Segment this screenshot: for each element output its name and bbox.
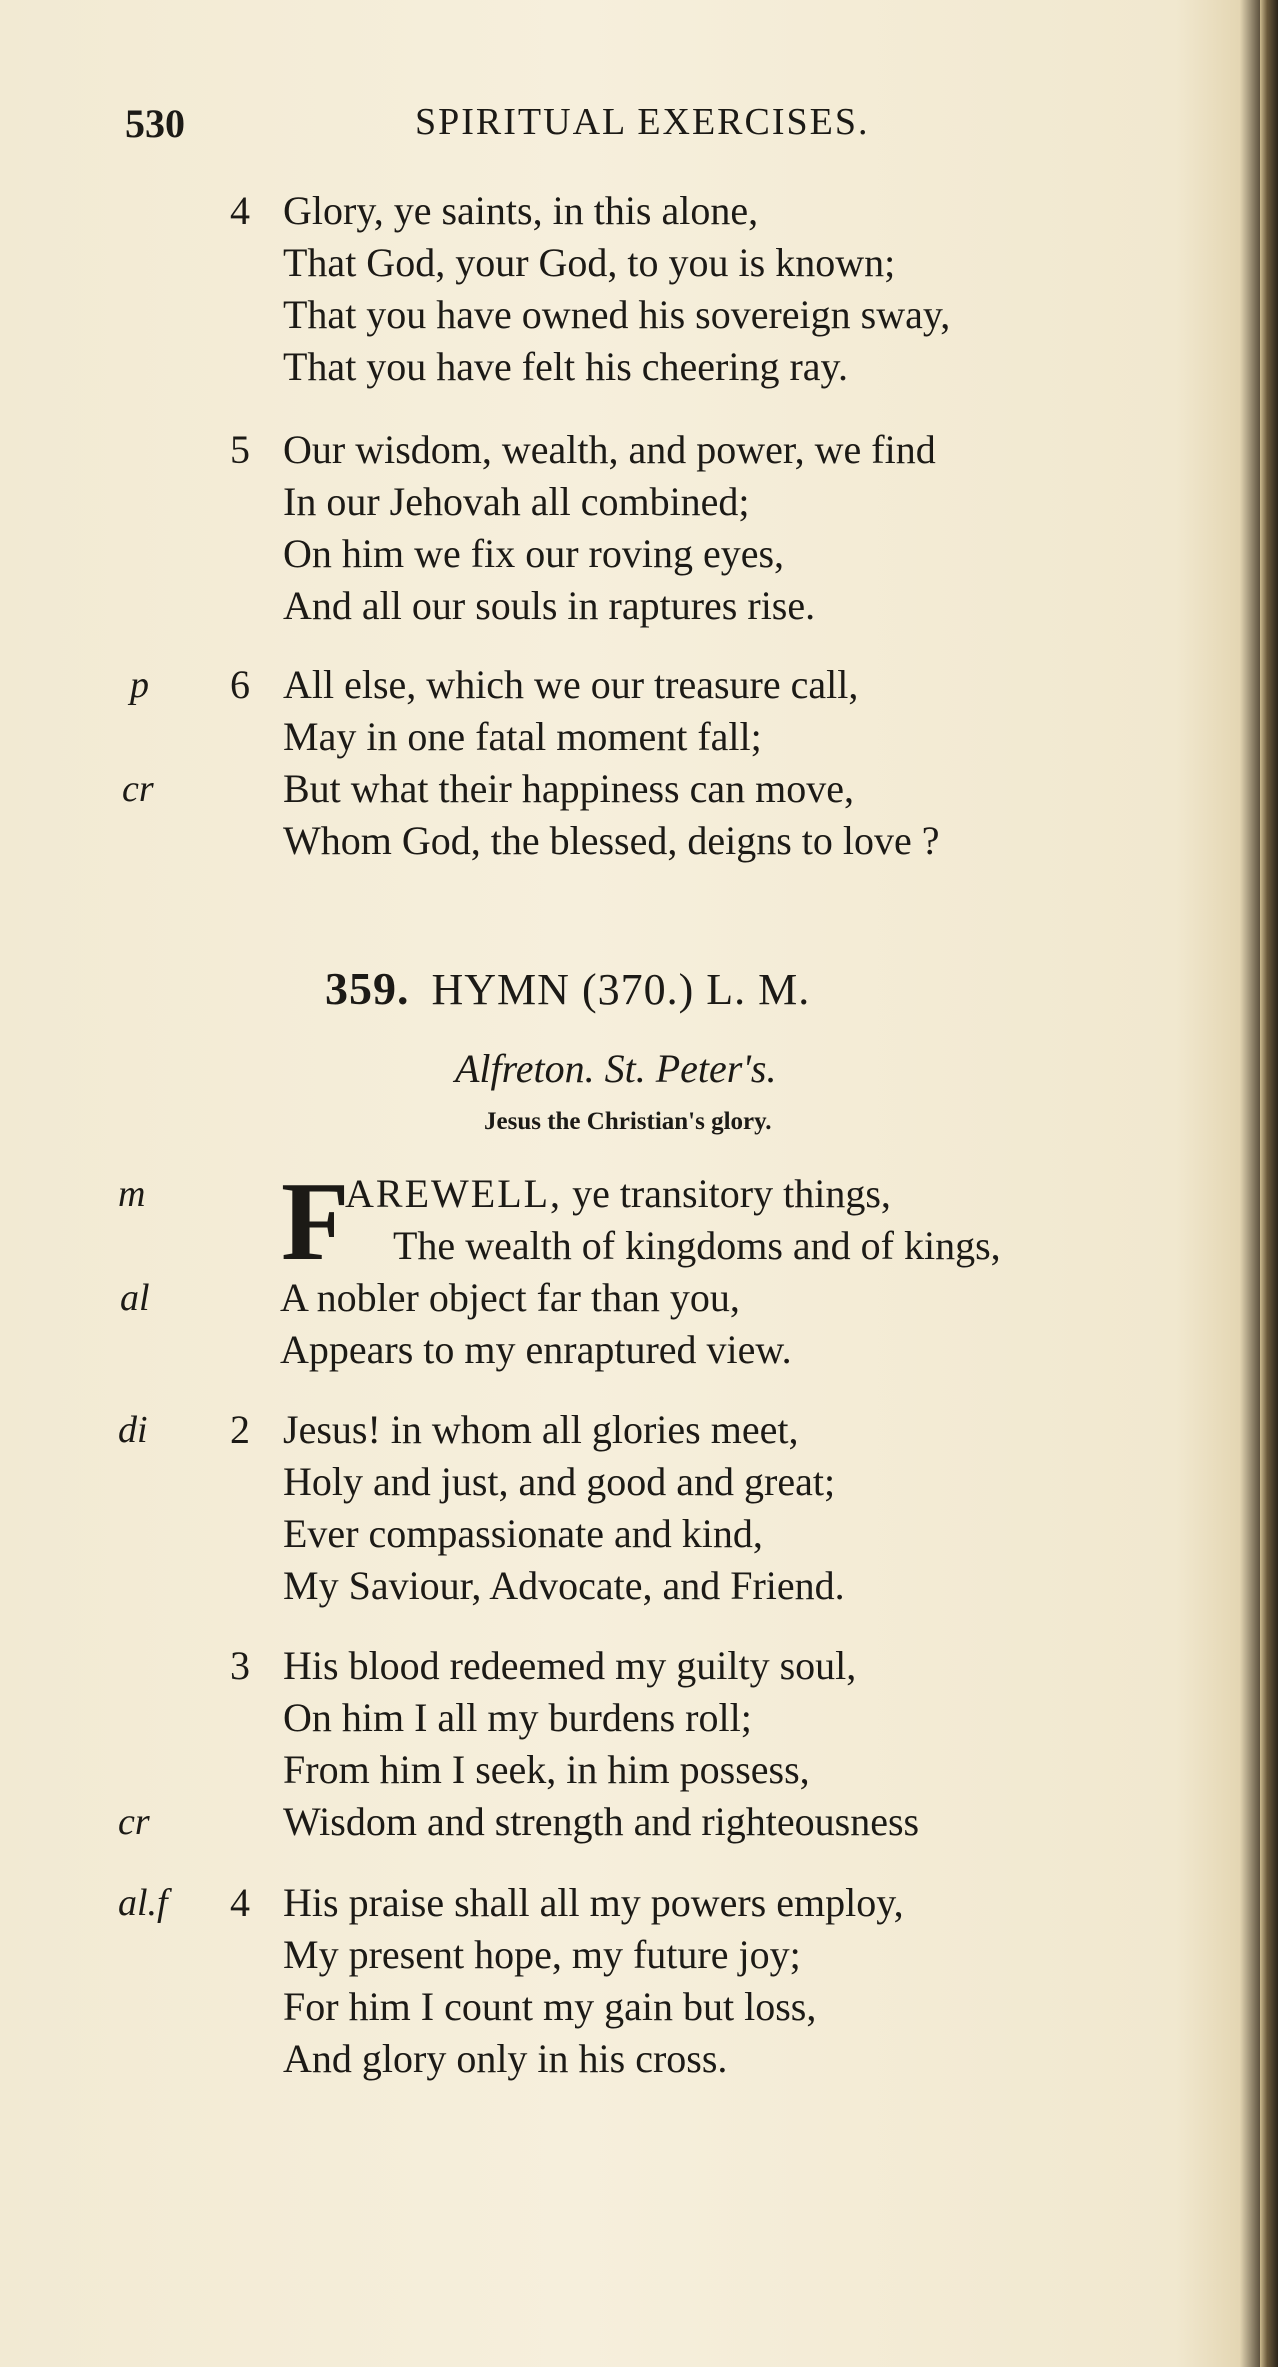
verse-line-first (345, 1168, 891, 1220)
verse-line: Holy and just, and good and great; (283, 1459, 836, 1504)
verse-line: Our wisdom, wealth, and power, we find (283, 427, 936, 472)
first-line-rest: ye transitory things, (562, 1171, 891, 1216)
dynamic-mark: al (120, 1277, 150, 1319)
verse-line: Glory, ye saints, in this alone, (283, 188, 759, 233)
verse-line: A nobler object far than you, (280, 1275, 740, 1320)
verse-line: For him I count my gain but loss, (283, 1984, 817, 2029)
verse-line: On him I all my burdens roll; (283, 1695, 752, 1740)
verse-line: My Saviour, Advocate, and Friend. (283, 1563, 845, 1608)
dynamic-mark: di (118, 1409, 148, 1451)
verse-line: In our Jehovah all combined; (283, 479, 750, 524)
running-head: SPIRITUAL EXERCISES. (415, 101, 870, 143)
tune-names: Alfreton. St. Peter's. (455, 1046, 777, 1091)
verse-line: Jesus! in whom all glories meet, (283, 1407, 799, 1452)
stanza-number: 5 (230, 427, 250, 472)
verse-line: Appears to my enraptured view. (280, 1327, 792, 1372)
hymn-number: 359. (325, 963, 410, 1014)
stanza-number: 3 (230, 1643, 250, 1688)
verse-line: All else, which we our treasure call, (283, 662, 859, 707)
verse-line: But what their happiness can move, (283, 766, 854, 811)
verse-line: That God, your God, to you is known; (283, 240, 896, 285)
page-edge (1260, 0, 1278, 2367)
verse-line: May in one fatal moment fall; (283, 714, 762, 759)
verse-line: The wealth of kingdoms and of kings, (393, 1223, 1001, 1268)
verse-line: From him I seek, in him possess, (283, 1747, 810, 1792)
dynamic-mark: p (130, 664, 149, 706)
page-number: 530 (125, 101, 185, 146)
first-word: AREWELL, (345, 1171, 563, 1216)
verse-line: On him we fix our roving eyes, (283, 531, 785, 576)
verse-line: Ever compassionate and kind, (283, 1511, 763, 1556)
stanza-number: 4 (230, 1880, 250, 1925)
drop-cap: F (281, 1160, 350, 1284)
verse-line: Wisdom and strength and righteousness (283, 1799, 920, 1844)
stanza-number: 4 (230, 188, 250, 233)
verse-line: Whom God, the blessed, deigns to love ? (283, 818, 940, 863)
verse-line: My present hope, my future joy; (283, 1932, 801, 1977)
stanza-number: 2 (230, 1407, 250, 1452)
dynamic-mark: cr (122, 768, 154, 810)
hymn-subject: Jesus the Christian's glory. (484, 1108, 772, 1135)
verse-line: His blood redeemed my guilty soul, (283, 1643, 857, 1688)
dynamic-mark: m (118, 1173, 146, 1215)
verse-line: That you have owned his sovereign sway, (283, 292, 951, 337)
verse-line: That you have felt his cheering ray. (283, 344, 848, 389)
verse-line: And glory only in his cross. (283, 2036, 728, 2081)
hymn-title: HYMN (370.) L. M. (431, 965, 811, 1014)
dynamic-mark: al.f (118, 1882, 168, 1924)
stanza-number: 6 (230, 662, 250, 707)
dynamic-mark: cr (118, 1801, 150, 1843)
verse-line: His praise shall all my powers employ, (283, 1880, 904, 1925)
hymn-heading (325, 962, 810, 1015)
verse-line: And all our souls in raptures rise. (283, 583, 816, 628)
